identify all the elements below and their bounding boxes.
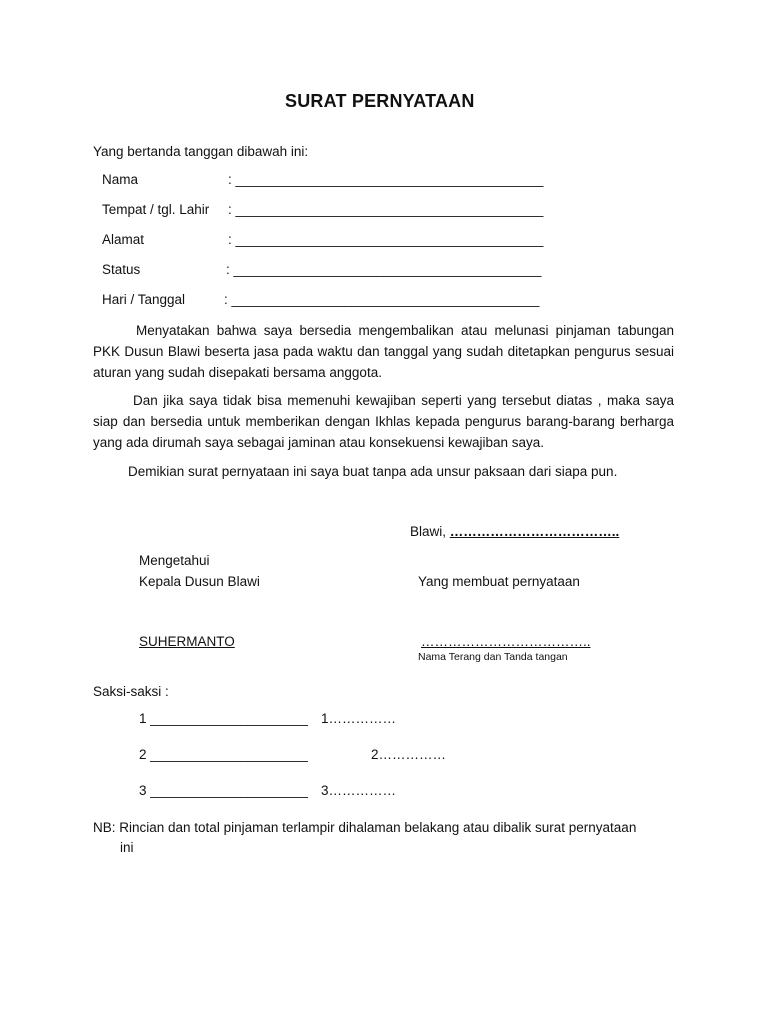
note-line-1: NB: Rincian dan total pinjaman terlampir dihalaman belakang atau dibalik surat pernyataan (93, 820, 637, 835)
witnesses-label: Saksi-saksi : (93, 684, 169, 699)
field-label-status: Status (102, 262, 141, 277)
village-head-name: SUHERMANTO (139, 634, 235, 649)
paragraph-closing: Demikian surat pernyataan ini saya buat tanpa ada unsur paksaan dari siapa pun. (128, 464, 618, 479)
witness-sign-dots: 1…………… (321, 711, 397, 726)
page-title: SURAT PERNYATAAN (285, 91, 475, 111)
declarant-signature-dots: ……………………………….. (421, 634, 591, 649)
field-line-tempat-tgl-lahir: : _________________________________________ (228, 202, 544, 217)
witness-sign-dots: 3…………… (321, 783, 397, 798)
field-label-nama: Nama (102, 172, 139, 187)
field-line-status: : _________________________________________ (226, 262, 542, 277)
paragraph-statement: Menyatakan bahwa saya bersedia mengembalikan atau melunasi pinjaman tabungan PKK Dusun Blawi beserta jasa pada waktu dan tanggal yang sudah ditetapkan pengurus sesuai aturan yang sudah disepakati bersama anggota. (93, 323, 674, 380)
signature-caption: Nama Terang dan Tanda tangan (418, 651, 568, 663)
witness-name-line: 2 _____________________ (139, 747, 308, 762)
intro-text: Yang bertanda tanggan dibawah ini: (93, 144, 309, 159)
paragraph-obligation: Dan jika saya tidak bisa memenuhi kewajiban seperti yang tersebut diatas , maka saya siap dan bersedia untuk memberikan dengan Ikhlas kepada pengurus barang-barang berharga yang ada dirumah saya sebagai jaminan atau konsekuensi kewajiban saya. (93, 393, 674, 450)
note-line-2: ini (120, 840, 134, 855)
place-label: Blawi, (410, 524, 447, 539)
field-line-hari-tanggal: : _________________________________________ (224, 292, 540, 307)
field-label-alamat: Alamat (102, 232, 145, 247)
date-dots: ……………………………….. (449, 524, 620, 539)
declarant-title: Yang membuat pernyataan (418, 574, 580, 589)
field-label-hari-tanggal: Hari / Tanggal (102, 292, 186, 307)
witness-sign-dots: 2…………… (371, 747, 447, 762)
village-head-title: Kepala Dusun Blawi (139, 574, 260, 589)
acknowledged-label: Mengetahui (139, 553, 210, 568)
witness-name-line: 1 _____________________ (139, 711, 308, 726)
field-line-nama: : _________________________________________ (228, 172, 544, 187)
place-date (410, 524, 619, 539)
field-line-alamat: : _________________________________________ (228, 232, 544, 247)
field-label-tempat-tgl-lahir: Tempat / tgl. Lahir (102, 202, 210, 217)
witness-name-line: 3 _____________________ (139, 783, 308, 798)
